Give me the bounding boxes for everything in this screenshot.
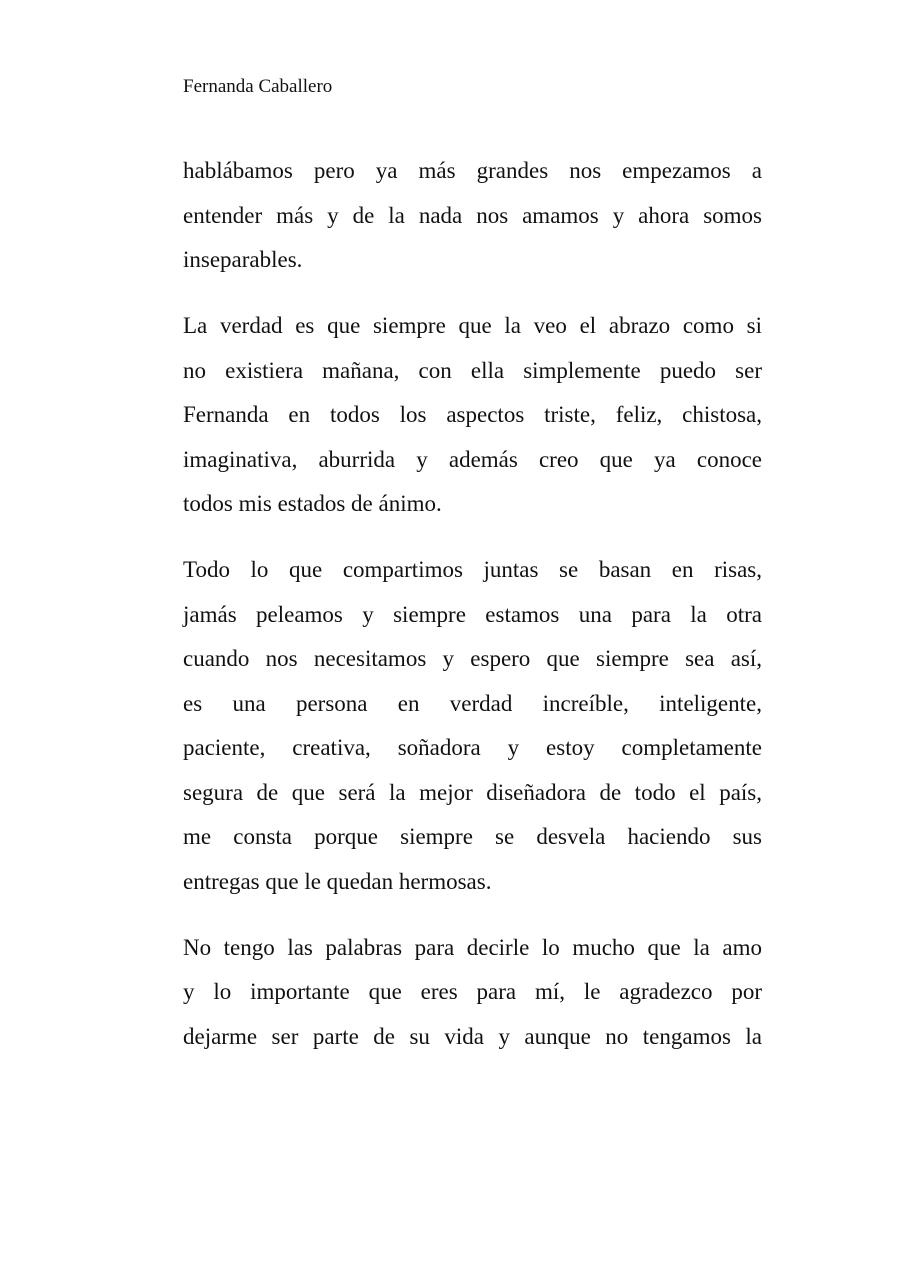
text-line: entregas que le quedan hermosas. bbox=[183, 868, 492, 894]
text-line: y lo importante que eres para mí, le agradezco por bbox=[183, 979, 762, 1004]
text-line: no existiera mañana, con ella simplemente puedo ser bbox=[183, 357, 762, 383]
text-line: imaginativa, aburrida y además creo que ya conoce bbox=[183, 446, 762, 472]
text-line: me consta porque siempre se desvela haciendo sus bbox=[183, 824, 762, 849]
text-line: hablábamos pero ya más grandes nos empezamos a bbox=[183, 158, 762, 183]
text-line: es una persona en verdad increíble, inteligente, bbox=[183, 690, 762, 716]
page-header-author: Fernanda Caballero bbox=[183, 76, 333, 97]
paragraph-4 bbox=[183, 926, 762, 1060]
text-line: dejarme ser parte de su vida y aunque no tengamos la bbox=[183, 1023, 762, 1049]
text-line: inseparables. bbox=[183, 247, 303, 272]
paragraph-2 bbox=[183, 304, 762, 527]
text-line: paciente, creativa, soñadora y estoy completamente bbox=[183, 735, 762, 760]
text-line: entender más y de la nada nos amamos y ahora somos bbox=[183, 202, 762, 228]
text-line: No tengo las palabras para decirle lo mucho que la amo bbox=[183, 934, 762, 960]
paragraph-3 bbox=[183, 548, 762, 904]
text-line: La verdad es que siempre que la veo el abrazo como si bbox=[183, 313, 762, 338]
text-line: todos mis estados de ánimo. bbox=[183, 491, 442, 516]
paragraph-1 bbox=[183, 149, 762, 283]
body-text bbox=[183, 149, 762, 1081]
text-line: Todo lo que compartimos juntas se basan en risas, bbox=[183, 557, 762, 582]
text-line: segura de que será la mejor diseñadora de todo el país, bbox=[183, 779, 762, 805]
text-line: jamás peleamos y siempre estamos una para la otra bbox=[183, 601, 762, 627]
text-line: cuando nos necesitamos y espero que siempre sea así, bbox=[183, 646, 762, 671]
text-line: Fernanda en todos los aspectos triste, feliz, chistosa, bbox=[183, 402, 762, 427]
